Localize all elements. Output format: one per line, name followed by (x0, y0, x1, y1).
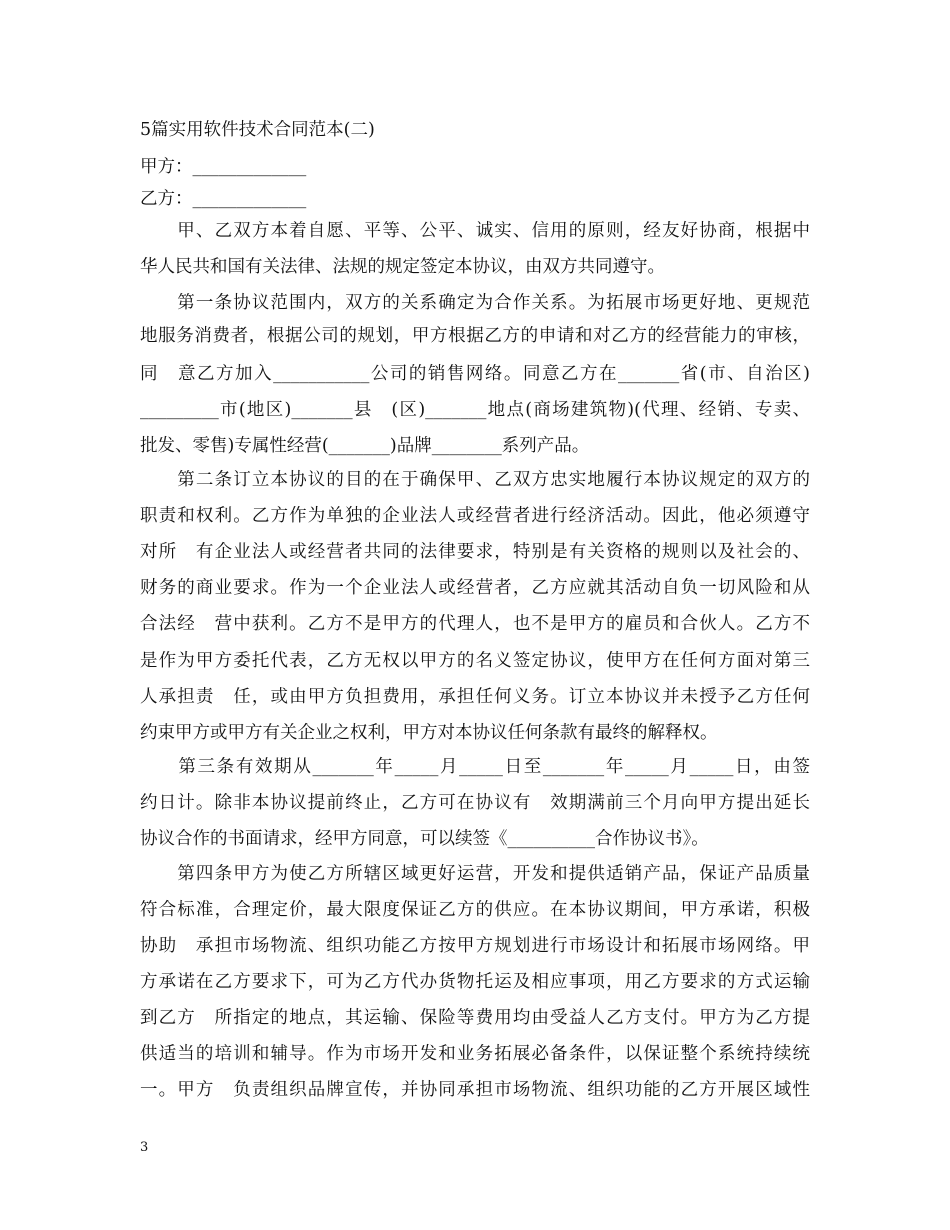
body-line: 同 意乙方加入___________公司的销售网络。同意乙方在_______省(市、自治区) (140, 364, 810, 384)
party-a-line: 甲方：_____________ (140, 157, 307, 177)
body-line: 人承担责 任，或由甲方负担费用，承担任何义务。订立本协议并未授予乙方任何 (140, 687, 810, 707)
body-line: 华人民共和国有关法律、法规的规定签定本协议，由双方共同遵守。 (140, 257, 665, 277)
body-line: 方承诺在乙方要求下，可为乙方代办货物托运及相应事项，用乙方要求的方式运输 (140, 972, 810, 992)
body-line: _________市(地区)_______县 (区)_______地点(商场建筑物)(代理、经销、专卖、 (140, 400, 810, 420)
document-title: 5篇实用软件技术合同范本(二) (140, 120, 375, 140)
body-line: 协助 承担市场物流、组织功能乙方按甲方规划进行市场设计和拓展市场网络。甲 (140, 936, 810, 956)
body-line: 是作为甲方委托代表，乙方无权以甲方的名义签定协议，使甲方在任何方面对第三 (140, 651, 810, 671)
body-line: 符合标准，合理定价，最大限度保证乙方的供应。在本协议期间，甲方承诺，积极 (140, 900, 810, 920)
body-line: 约束甲方或甲方有关企业之权利，甲方对本协议任何条款有最终的解释权。 (140, 723, 718, 743)
body-line: 批发、零售)专属性经营(_______)品牌________系列产品。 (140, 436, 590, 456)
body-line: 第三条有效期从_______年_____月_____日至_______年_____月_____日，由签 (140, 757, 810, 777)
body-line: 第四条甲方为使乙方所辖区域更好运营，开发和提供适销产品，保证产品质量 (140, 864, 810, 884)
body-line: 甲、乙双方本着自愿、平等、公平、诚实、信用的原则，经友好协商，根据中 (140, 221, 810, 241)
body-line: 到乙方 所指定的地点，其运输、保险等费用均由受益人乙方支付。甲方为乙方提 (140, 1008, 810, 1028)
body-line: 供适当的培训和辅导。作为市场开发和业务拓展必备条件，以保证整个系统持续统 (140, 1044, 810, 1064)
body-line: 第一条协议范围内，双方的关系确定为合作关系。为拓展市场更好地、更规范 (140, 293, 810, 313)
party-b-line: 乙方：_____________ (140, 189, 307, 209)
body-line: 合法经 营中获利。乙方不是甲方的代理人，也不是甲方的雇员和合伙人。乙方不 (140, 614, 810, 634)
body-line: 协议合作的书面请求，经甲方同意，可以续签《__________合作协议书》。 (140, 829, 709, 849)
body-line: 对所 有企业法人或经营者共同的法律要求，特别是有关资格的规则以及社会的、 (140, 542, 810, 562)
page-number: 3 (140, 1140, 149, 1155)
body-line: 职责和权利。乙方作为单独的企业法人或经营者进行经济活动。因此，他必须遵守 (140, 506, 810, 526)
body-line: 约日计。除非本协议提前终止，乙方可在协议有 效期满前三个月向甲方提出延长 (140, 793, 810, 813)
body-line: 地服务消费者，根据公司的规划，甲方根据乙方的申请和对乙方的经营能力的审核， (140, 326, 810, 346)
body-line: 财务的商业要求。作为一个企业法人或经营者，乙方应就其活动自负一切风险和从 (140, 578, 810, 598)
body-line: 一。甲方 负责组织品牌宣传，并协同承担市场物流、组织功能的乙方开展区域性 (140, 1080, 810, 1100)
body-line: 第二条订立本协议的目的在于确保甲、乙双方忠实地履行本协议规定的双方的 (140, 470, 810, 490)
